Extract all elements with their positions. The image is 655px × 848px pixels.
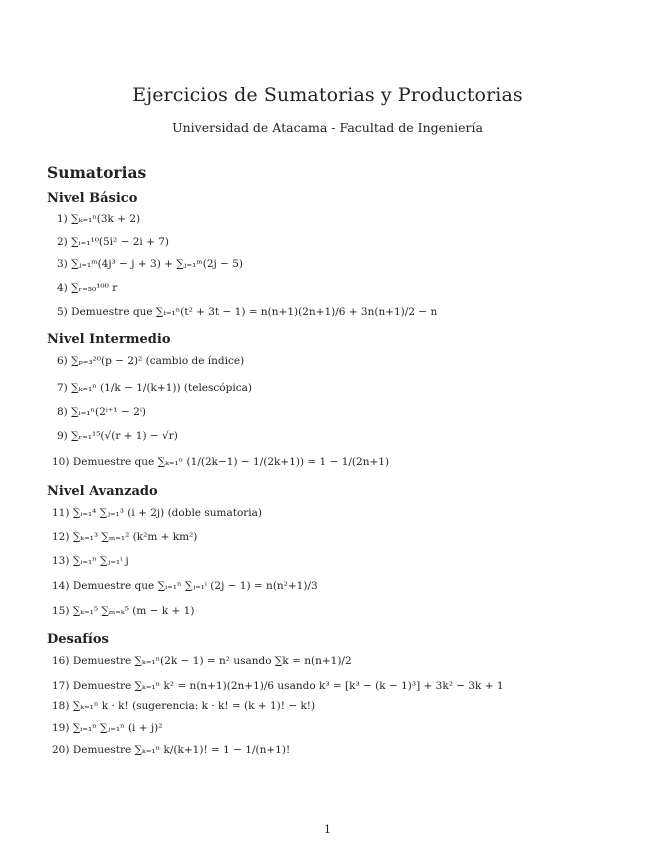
exercise-text: ∑ᵣ₌₅₀¹⁰⁰ r	[71, 282, 118, 294]
document-title: Ejercicios de Sumatorias y Productorias	[132, 84, 523, 106]
exercise-number: 16)	[52, 655, 70, 667]
exercise-number: 4)	[57, 282, 68, 294]
exercise-text: Demuestre que ∑ᵢ₌₁ⁿ ∑ⱼ₌₁ⁱ (2j − 1) = n(n²+1)/3	[72, 580, 318, 592]
exercise-text: ∑ₖ₌₁⁵ ∑ₘ₌ₖ⁵ (m − k + 1)	[72, 605, 195, 617]
exercise-3	[57, 257, 243, 271]
exercise-1	[57, 212, 140, 226]
exercise-number: 6)	[57, 355, 68, 367]
exercise-text: ∑ₖ₌₁ⁿ (1/k − 1/(k+1)) (telescópica)	[71, 382, 252, 394]
exercise-number: 12)	[52, 531, 70, 543]
section-heading: Sumatorias	[47, 163, 147, 182]
exercise-20	[52, 743, 290, 757]
exercise-12	[52, 530, 197, 544]
exercise-number: 20)	[52, 744, 70, 756]
exercise-text: Demuestre que ∑ₜ₌₁ⁿ(t² + 3t − 1) = n(n+1)(2n+1)/6 + 3n(n+1)/2 − n	[71, 306, 438, 318]
exercise-number: 5)	[57, 306, 68, 318]
exercise-text: Demuestre ∑ₖ₌₁ⁿ(2k − 1) = n² usando ∑k = n(n+1)/2	[72, 655, 352, 667]
exercise-text: ∑ₖ₌₁³ ∑ₘ₌₁² (k²m + km²)	[72, 531, 198, 543]
exercise-19	[52, 721, 162, 735]
exercise-text: ∑ₖ₌₁ⁿ(3k + 2)	[71, 213, 141, 225]
exercise-text: ∑ᵢ₌₁ⁿ(2ⁱ⁺¹ − 2ⁱ)	[71, 406, 147, 418]
exercise-number: 9)	[57, 430, 68, 442]
exercise-11	[52, 506, 262, 520]
level-heading-basico: Nivel Básico	[47, 191, 138, 206]
exercise-number: 13)	[52, 555, 70, 567]
exercise-number: 7)	[57, 382, 68, 394]
exercise-13	[52, 554, 129, 568]
document-subtitle: Universidad de Atacama - Facultad de Ingeniería	[172, 120, 483, 135]
exercise-number: 18)	[52, 700, 70, 712]
level-heading-avanzado: Nivel Avanzado	[47, 484, 158, 499]
exercise-number: 15)	[52, 605, 70, 617]
exercise-number: 1)	[57, 213, 68, 225]
exercise-text: ∑ᵣ₌₁¹⁵(√(r + 1) − √r)	[71, 430, 178, 442]
level-heading-intermedio: Nivel Intermedio	[47, 332, 171, 347]
exercise-number: 11)	[52, 507, 70, 519]
exercise-number: 19)	[52, 722, 70, 734]
exercise-text: ∑ᵢ₌₁⁴ ∑ⱼ₌₁³ (i + 2j) (doble sumatoria)	[72, 507, 262, 519]
exercise-number: 10)	[52, 456, 70, 468]
exercise-17	[52, 679, 504, 693]
exercise-text: ∑ᵢ₌₁¹⁰(5i² − 2i + 7)	[71, 236, 170, 248]
exercise-number: 17)	[52, 680, 70, 692]
level-heading-desafios: Desafíos	[47, 632, 109, 647]
exercise-10	[52, 455, 389, 469]
exercise-9	[57, 429, 178, 443]
exercise-16	[52, 654, 352, 668]
exercise-number: 8)	[57, 406, 68, 418]
exercise-18	[52, 699, 315, 713]
exercise-text: ∑ₖ₌₁ⁿ k · k! (sugerencia: k · k! = (k + 1)! − k!)	[72, 700, 316, 712]
exercise-text: ∑ᵢ₌₁ⁿ ∑ⱼ₌₁ⁿ (i + j)²	[72, 722, 163, 734]
exercise-5	[57, 305, 437, 319]
exercise-text: Demuestre ∑ₖ₌₁ⁿ k/(k+1)! = 1 − 1/(n+1)!	[72, 744, 291, 756]
exercise-text: Demuestre ∑ₖ₌₁ⁿ k² = n(n+1)(2n+1)/6 usando k³ = [k³ − (k − 1)³] + 3k² − 3k + 1	[72, 680, 504, 692]
exercise-number: 2)	[57, 236, 68, 248]
exercise-15	[52, 604, 194, 618]
exercise-number: 14)	[52, 580, 70, 592]
exercise-text: ∑ₚ₌₃²⁰(p − 2)² (cambio de índice)	[71, 355, 245, 367]
exercise-number: 3)	[57, 258, 68, 270]
exercise-14	[52, 579, 318, 593]
exercise-8	[57, 405, 146, 419]
exercise-6	[57, 354, 244, 368]
exercise-7	[57, 381, 252, 395]
exercise-text: ∑ⱼ₌₁ᵐ(4j³ − j + 3) + ∑ⱼ₌₁ᵐ(2j − 5)	[71, 258, 244, 270]
exercise-2	[57, 235, 169, 249]
exercise-text: Demuestre que ∑ₖ₌₁ⁿ (1/(2k−1) − 1/(2k+1)) = 1 − 1/(2n+1)	[72, 456, 390, 468]
exercise-4	[57, 281, 117, 295]
exercise-text: ∑ᵢ₌₁ⁿ ∑ⱼ₌₁ⁱ j	[72, 555, 129, 567]
page-number: 1	[324, 823, 331, 836]
